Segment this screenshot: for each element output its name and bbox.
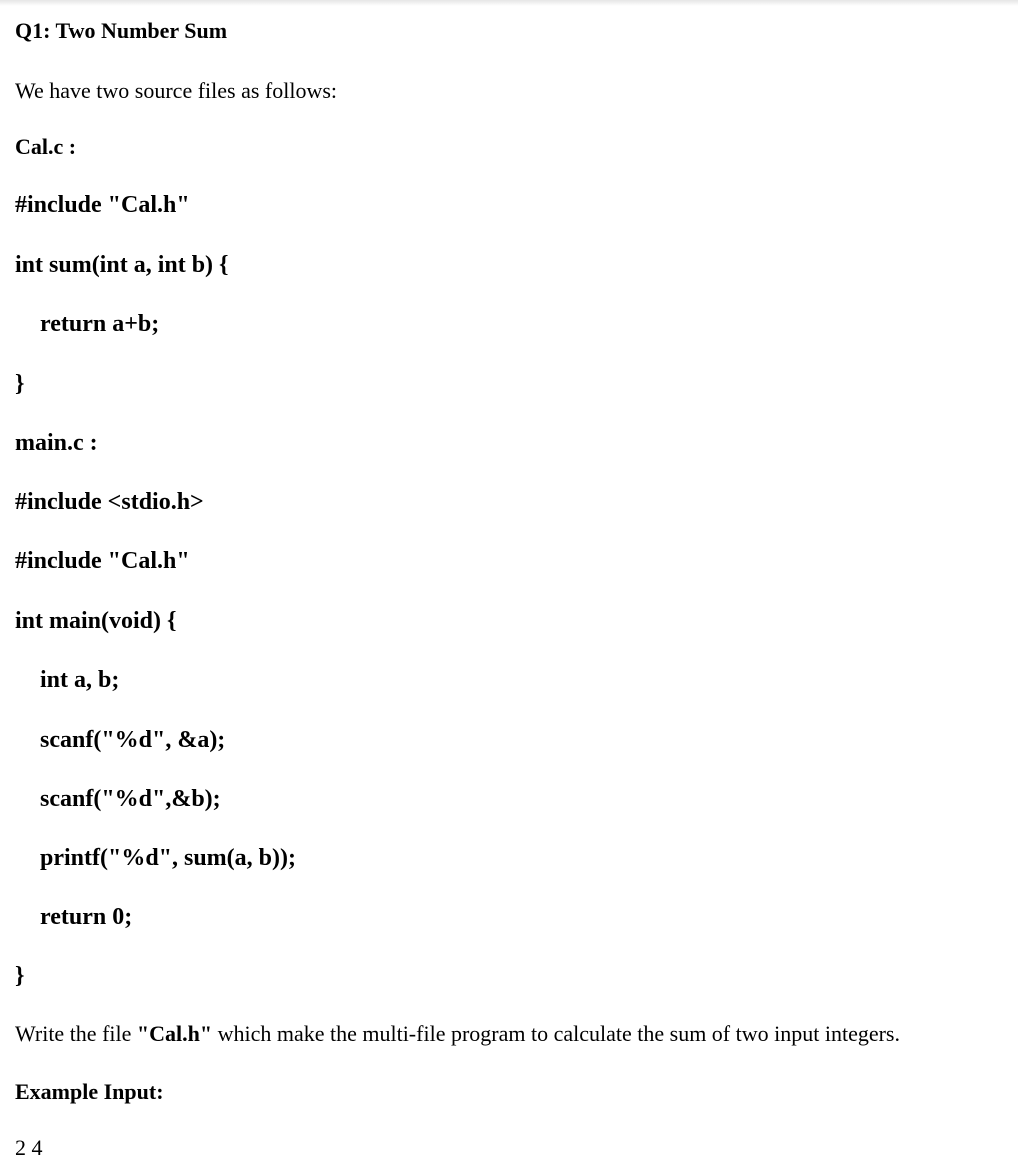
code-line: int a, b; — [40, 667, 120, 693]
code-line: } — [15, 371, 25, 397]
code-line: return 0; — [40, 904, 133, 930]
task-filename: "Cal.h" — [136, 1021, 213, 1046]
main-c-label: main.c : — [15, 430, 98, 456]
intro-text: We have two source files as follows: — [15, 78, 338, 103]
task-prefix: Write the file — [15, 1021, 137, 1046]
code-line: return a+b; — [40, 311, 160, 337]
code-line: int main(void) { — [15, 608, 177, 634]
code-line: scanf("%d",&b); — [40, 786, 221, 812]
example-input-value: 2 4 — [15, 1135, 43, 1160]
task-suffix: which make the multi-file program to calculate the sum of two input integers. — [212, 1021, 900, 1046]
code-line: #include "Cal.h" — [15, 548, 190, 574]
cal-c-label: Cal.c : — [15, 134, 77, 159]
code-line: } — [15, 963, 25, 989]
code-line: scanf("%d", &a); — [40, 727, 226, 753]
page-top-shadow — [0, 0, 1018, 6]
code-line: #include "Cal.h" — [15, 192, 190, 218]
code-line: #include <stdio.h> — [15, 489, 204, 515]
code-line: printf("%d", sum(a, b)); — [40, 845, 296, 871]
example-input-label: Example Input: — [15, 1079, 164, 1104]
task-text — [15, 1023, 900, 1045]
code-line: int sum(int a, int b) { — [15, 252, 229, 278]
question-title: Q1: Two Number Sum — [15, 18, 228, 43]
